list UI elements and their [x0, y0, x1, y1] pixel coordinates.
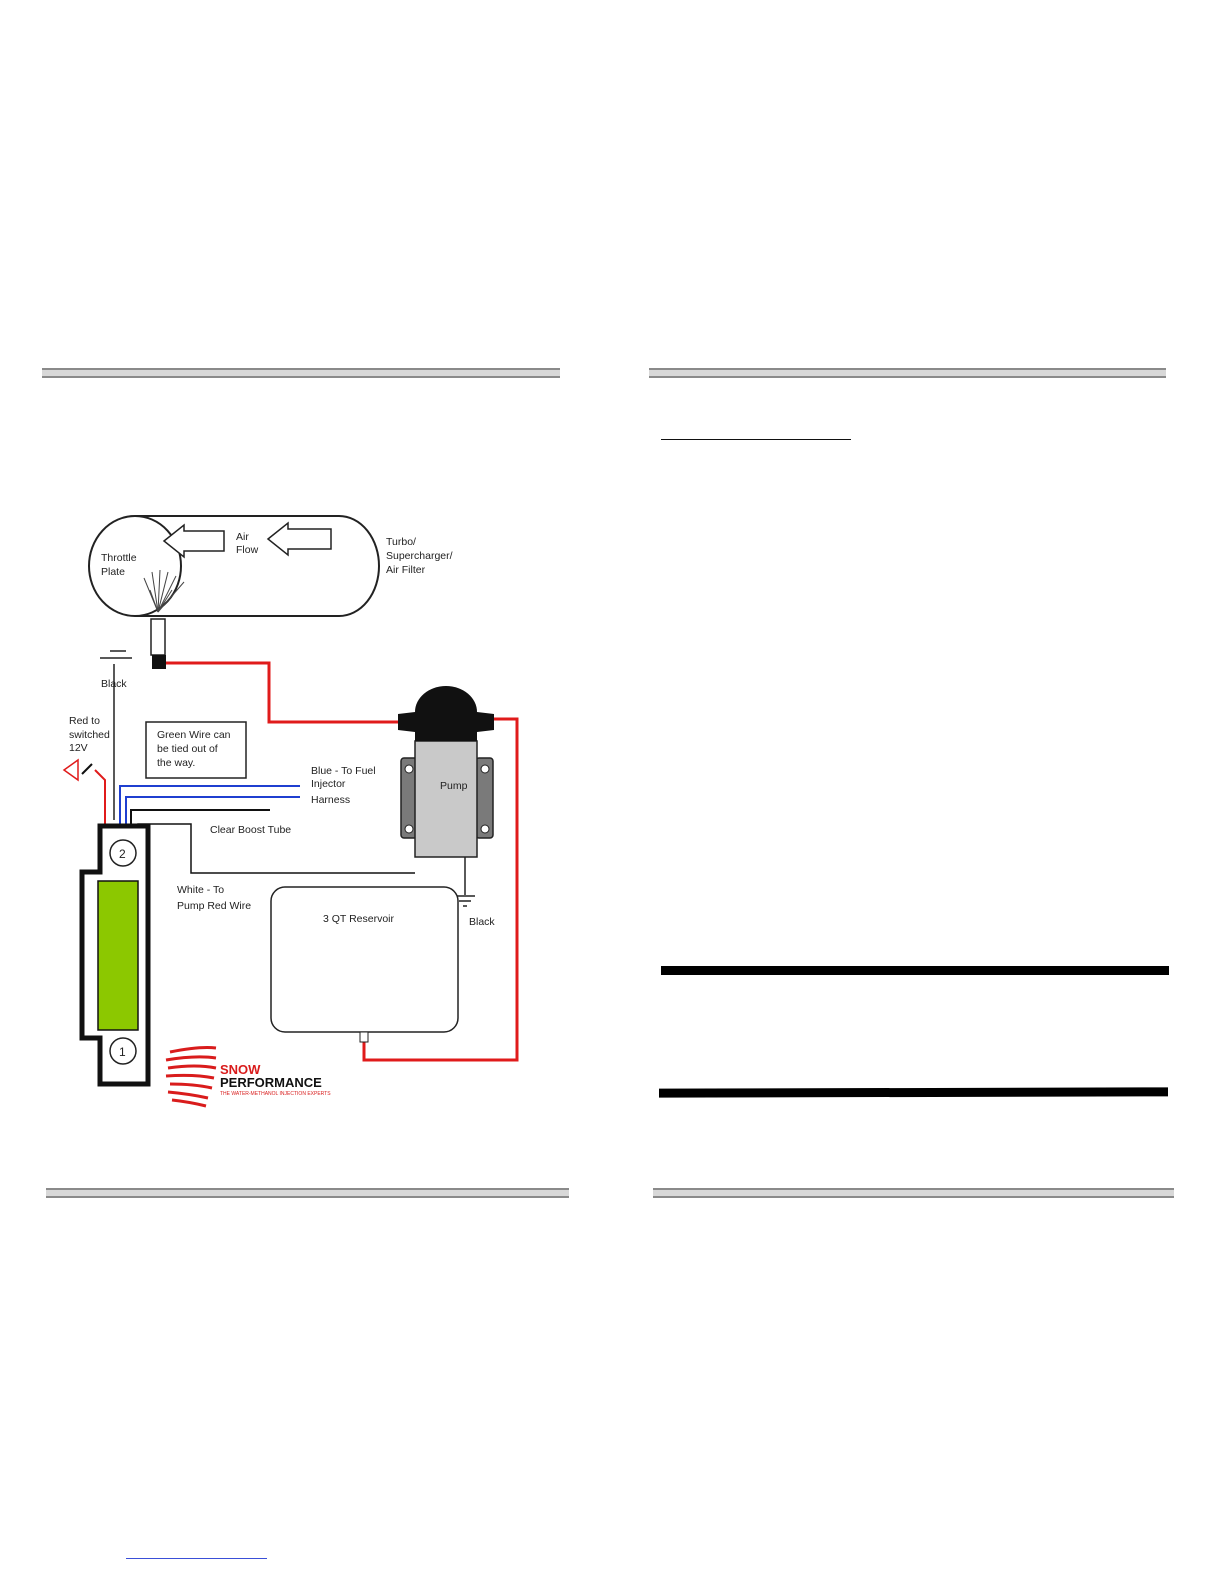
pump-outlet [477, 712, 494, 732]
green-wire-note: Green Wire can be tied out of the way. [157, 729, 231, 769]
pump-body [415, 741, 477, 857]
logo-tagline: THE WATER-METHANOL INJECTION EXPERTS [220, 1091, 331, 1097]
controller-screen [98, 881, 138, 1030]
reservoir-label: 3 QT Reservoir [323, 913, 394, 925]
nozzle-fitting [152, 655, 166, 669]
controller-port-2-label: 2 [119, 847, 126, 861]
red-feed-line [166, 663, 398, 722]
intake-tube [89, 516, 379, 616]
reservoir [271, 887, 458, 1032]
pump-label: Pump [440, 780, 468, 792]
ground-top-label: Black [101, 678, 127, 690]
logo-line-1: SNOW [220, 1062, 261, 1077]
logo-line-2: PERFORMANCE [220, 1075, 322, 1090]
controller [82, 826, 148, 1084]
reservoir-outlet [360, 1032, 368, 1042]
switch-icon [64, 760, 78, 780]
red-12v-wire [64, 760, 105, 830]
nozzle [151, 619, 165, 655]
pump-inlet [398, 712, 415, 732]
blue-wire-label: Blue - To Fuel Injector Harness [311, 765, 376, 806]
ground-pump-label: Black [469, 916, 495, 928]
intake-source-label: Turbo/ Supercharger/ Air Filter [386, 536, 453, 576]
red-to-12v-label: Red to switched 12V [69, 715, 110, 754]
throttle-plate-label: Throttle Plate [101, 552, 137, 578]
pump [398, 686, 494, 857]
pump-head [415, 686, 477, 741]
white-wire-label: White - To Pump Red Wire [177, 884, 252, 912]
boost-tube-label: Clear Boost Tube [210, 824, 292, 836]
air-flow-label: Air Flow [236, 531, 259, 556]
snow-performance-logo-mark [166, 1048, 216, 1107]
controller-port-1-label: 1 [119, 1045, 126, 1059]
